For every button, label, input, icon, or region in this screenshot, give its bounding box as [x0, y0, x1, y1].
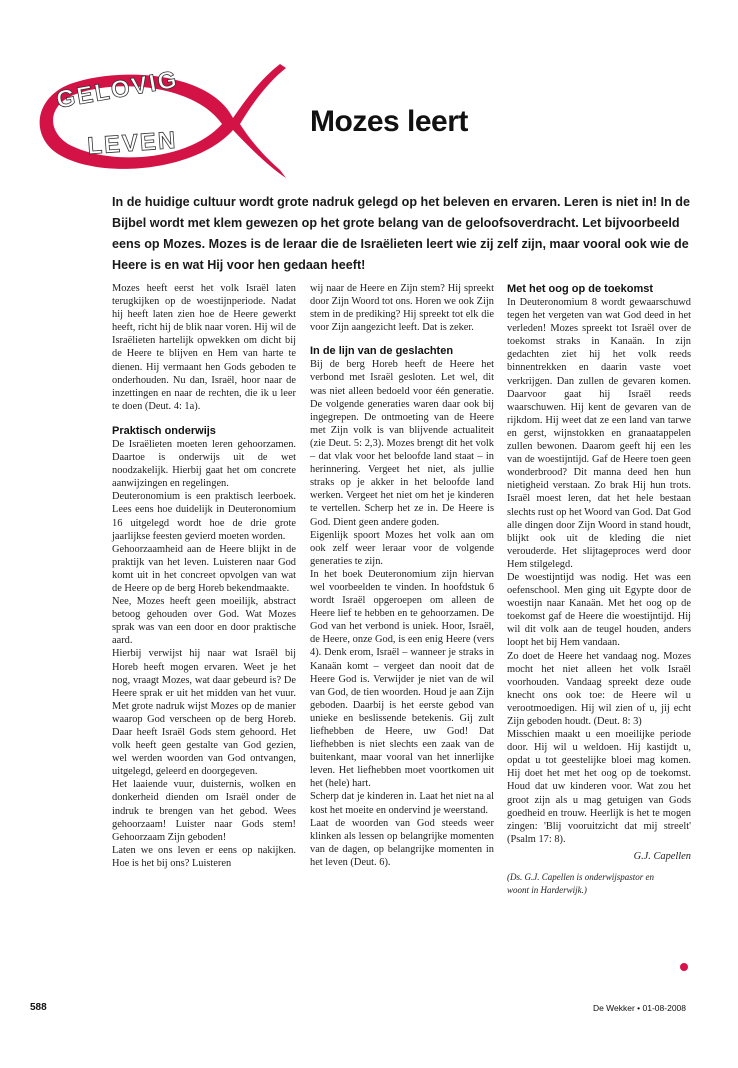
paragraph: Mozes heeft eerst het volk Israël laten terugkijken op de woestijnperiode. Nadat hij heeft laten zien hoe de Heere gewerkt heeft, richt hij de blik naar voren. Hij wil de Israëlieten hartelijk opwekken om dicht bij de Heere te blijven en Hem van harte te dienen. Hij vermaant hen Gods geboden te onderhouden. Nu dan, Israël, hoor naar de inzettingen en naar de rechten, die ik u leer te doen (Deut. 4: 1a).	[112, 283, 296, 412]
paragraph: Bij de berg Horeb heeft de Heere het verbond met Israël gesloten. Let wel, dit was niet alleen bedoeld voor één generatie. De volgende generaties waren daar ook bij ingegrepen. De ontmoeting van de Heere met Zijn volk is van blijvende actualiteit (zie Deut. 5: 2,3). Mozes brengt dit het volk – dat vlak voor het beloofde land staat – in herinnering. Vergeet het niet, als jullie straks op je akker in het beloofde land werken. Vergeet het niet om het je kinderen te vertellen. Scherp het ze in. De Heere is God. Dient geen andere goden.	[310, 359, 494, 528]
page-number: 588	[30, 1002, 47, 1013]
author-note: (Ds. G.J. Capellen is onderwijspastor en woont in Harderwijk.)	[507, 872, 654, 896]
paragraph: Gehoorzaamheid aan de Heere blijkt in de praktijk van het leven. Luisteren naar God komt uit in het concreet opvolgen van wat de Heere op de berg Horeb bekendmaakte.	[112, 543, 296, 594]
column-2	[310, 282, 494, 869]
column-1	[112, 282, 296, 870]
logo-word-gelovig: GELOVIG	[54, 65, 181, 114]
paragraph: In het boek Deuteronomium zijn hiervan wel voorbeelden te vinden. In hoofdstuk 6 wordt Israël opgeroepen om alleen de Heere lief te hebben en te gehoorzamen. De God van het verbond is uniek. Hoor, Israël, de Heere, onze God, is een enig Heere (vers 4). Denk erom, Israël – wanneer je straks in Kanaän komt – vergeet dan nooit dat de Heere God is. Verwijder je niet van de wil van God, de tien woorden. Houd je aan Zijn geboden. Daarbij is het eerste gebod van unieke en beslissende betekenis. Gij zult liefhebben de Heere, uw God! Dat liefhebben is niet slechts een zaak van de buitenkant, maar vooral van het innerlijke leven. Het liefhebben moet voortkomen uit het (hele) hart.	[310, 568, 494, 790]
intro-paragraph: In de huidige cultuur wordt grote nadruk gelegd op het beleven en ervaren. Leren is niet in! In de Bijbel wordt met klem gewezen op het grote belang van de geloofsoverdracht. Let bijvoorbeeld eens op Mozes. Mozes is de leraar die de Israëlieten leert wie zij zelf zijn, maar vooral ook wie de Heere is en wat Hij voor hen gedaan heeft!	[112, 195, 690, 272]
section-heading: Met het oog op de toekomst	[507, 283, 654, 295]
paragraph: Eigenlijk spoort Mozes het volk aan om ook zelf weer leraar voor de volgende generaties te zijn.	[310, 529, 494, 567]
paragraph: Laat de woorden van God steeds weer klinken als lessen op belangrijke momenten van de dagen, op belangrijke momenten in het leven (Deut. 6).	[310, 817, 494, 868]
publication-info: De Wekker • 01-08-2008	[592, 1003, 686, 1013]
logo-word-leven: LEVEN	[86, 126, 179, 160]
paragraph: Laten we ons leven er eens op nakijken. Hoe is het bij ons? Luisteren	[112, 844, 296, 869]
paragraph: De woestijntijd was nodig. Het was een oefenschool. Men ging uit Egypte door de woestijn naar Kanaän. Met het oog op de toekomst gaf de Heere die woestijntijd. Hij wil dit volk aan de teugel houden, anders loopt het bij Hem vandaan.	[507, 571, 691, 649]
paragraph: Deuteronomium is een praktisch leerboek. Lees eens hoe duidelijk in Deuteronomium 16 uitgelegd wordt hoe de drie grote jaarlijkse feesten gevierd moeten worden.	[112, 491, 296, 542]
column-3	[507, 282, 691, 897]
paragraph: Misschien maakt u een moeilijke periode door. Hij wil u weldoen. Hij kastijdt u, opdat u tot geestelijke bloei mag komen. Hij doet het met het oog op de toekomst. Houd dat uw kinderen voor. Wat zou het groot zijn als u mag getuigen van Gods goedheid en trouw. Heerlijk is het te mogen zingen: 'Blij vooruitzicht dat mij streelt' (Psalm 17: 8).	[507, 729, 691, 845]
paragraph: Hierbij verwijst hij naar wat Israël bij Horeb heeft mogen ervaren. Weet je het nog, vraagt Mozes, wat daar gebeurd is? De Heere sprak er uit het midden van het vuur. Met grote nadruk wijst Mozes op de manier waarop God verscheen op de berg Horeb. Daar heeft Israël Gods stem gehoord. Het volk heeft geen gestalte van God gezien, wel werden woorden van God ontvangen, uitgelegd, geleerd en doorgegeven.	[112, 648, 296, 778]
paragraph: Zo doet de Heere het vandaag nog. Mozes mocht het niet alleen het volk Israël voorhouden. Vandaag spreekt deze oude knecht ons ook toe: de Heere wil u verootmoedigen. Hij wil zien of u, jij echt Zijn geboden houdt. (Deut. 8: 3)	[507, 650, 691, 727]
gelovig-leven-logo	[28, 62, 290, 182]
article-title: Mozes leert	[310, 105, 468, 138]
paragraph: Het laaiende vuur, duisternis, wolken en donkerheid dienden om Israël onder de indruk te brengen van het gebod. Wees gehoorzaam! Luister naar Gods stem! Gehoorzaam Zijn geboden!	[112, 779, 296, 843]
paragraph: Nee, Mozes heeft geen moeilijk, abstract betoog gehouden over God. Wat Mozes sprak was van een door en door praktische aard.	[112, 596, 296, 647]
paragraph: De Israëlieten moeten leren gehoorzamen. Daartoe is onderwijs uit de wet noodzakelijk. Hierbij gaat het om concrete aanwijzingen en regelingen.	[112, 438, 296, 490]
author-signature: G.J. Capellen	[633, 850, 691, 862]
paragraph: In Deuteronomium 8 wordt gewaarschuwd tegen het vergeten van wat God deed in het verleden! Mozes spreekt tot Israël over de toekomst straks in Kanaän. In zijn gedachten ziet hij het volk reeds binnentrekken en daarin vaste voet verkrijgen. Dan zullen de gevaren komen. Daarvoor gaat hij Israël reeds waarschuwen. Hij kent de gevaren van de rijkdom. Hij weet dat ze een land van tarwe en gerst, wijnstokken en granaatappelen zullen bewonen. Daarom geeft hij een les van de woestijntijd. Gaf de Heere toen geen wonderbrood? Dit manna deed hen hun nietigheid verstaan. Zo brak Hij hun trots. Israël moest leren, dat het hele bestaan slechts rust op het Woord van God. Dat God alle dingen door Zijn Woord in stand houdt, blijkt ook uit de kleding die niet verouderde. Het slijtageproces werd door Hem stilgelegd.	[507, 297, 691, 570]
section-heading: Praktisch onderwijs	[112, 424, 216, 437]
paragraph: Scherp dat je kinderen in. Laat het niet na al kost het moeite en ondervind je weerstand.	[310, 791, 494, 816]
paragraph: wij naar de Heere en Zijn stem? Hij spreekt door Zijn Woord tot ons. Horen we ook Zijn stem in de prediking? Hij spreekt tot elk die voor Zijn aangezicht leeft. Dat is zeker.	[310, 283, 494, 334]
end-mark-dot-icon	[680, 963, 688, 971]
section-heading: In de lijn van de geslachten	[310, 345, 454, 358]
